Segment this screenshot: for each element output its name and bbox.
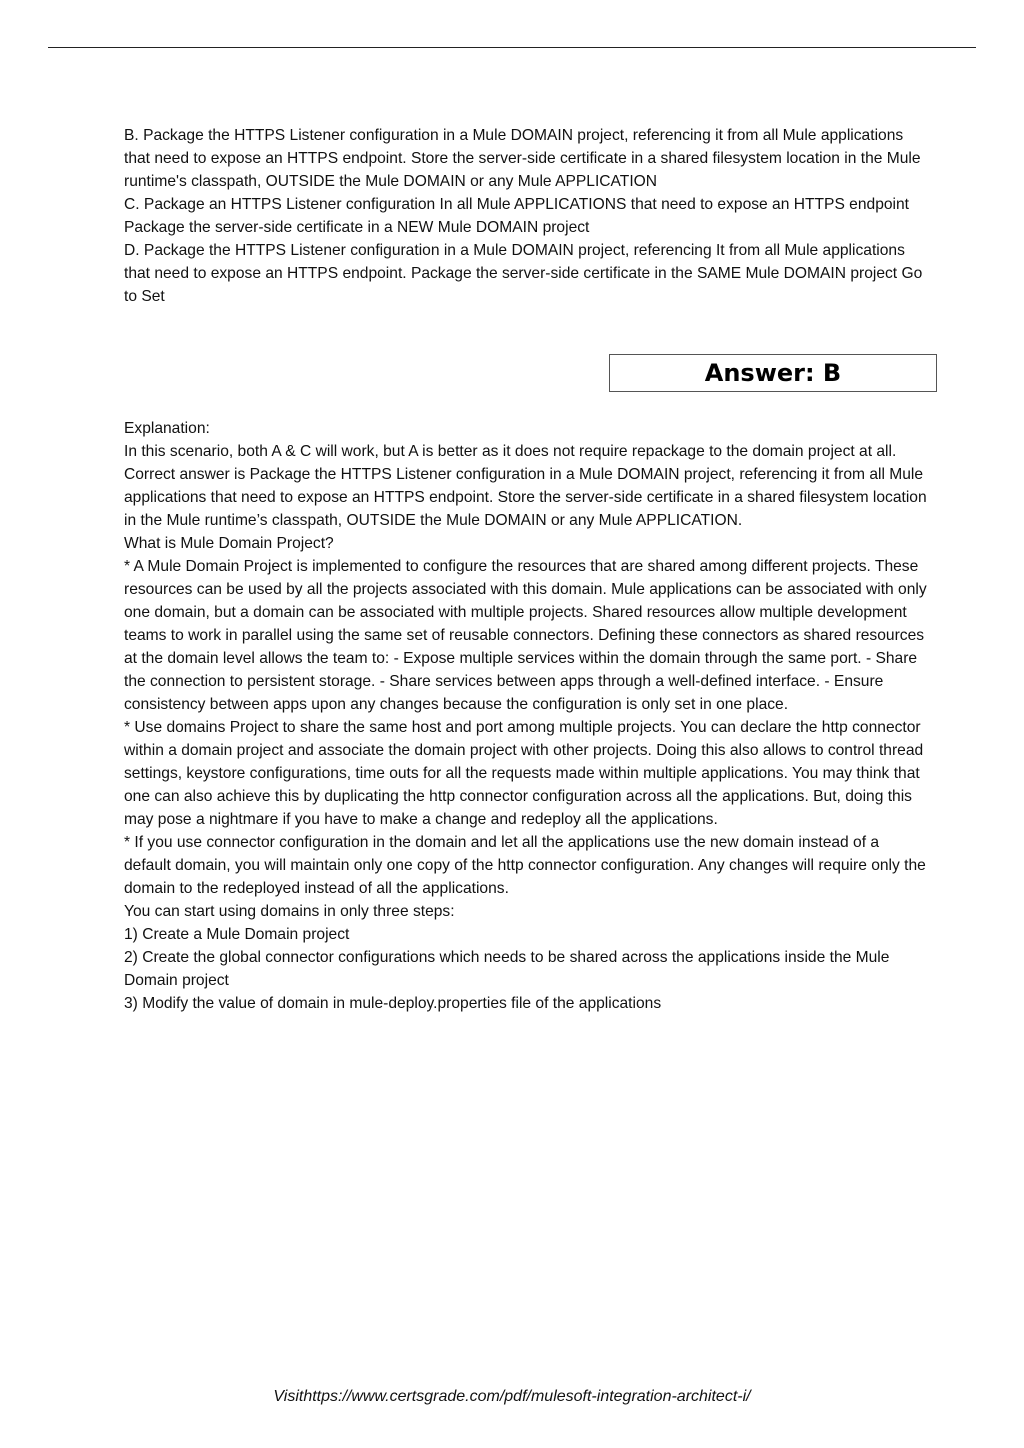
footer-link-text[interactable]: Visithttps://www.certsgrade.com/pdf/mulesoft-integration-architect-i/: [273, 1388, 751, 1405]
explanation-section: [124, 417, 931, 1015]
step-item: 3) Modify the value of domain in mule-deploy.properties file of the applications: [124, 995, 662, 1012]
explanation-paragraph: Correct answer is Package the HTTPS Listener configuration in a Mule DOMAIN project, referencing it from all Mule applications that need to expose an HTTPS endpoint. Store the server-side certificate in a shared filesystem location in the Mule runtime’s classpath, OUTSIDE the Mule DOMAIN or any Mule APPLICATION.: [124, 466, 931, 529]
explanation-paragraph: You can start using domains in only three steps:: [124, 903, 455, 920]
explanation-paragraph: * Use domains Project to share the same host and port among multiple projects. You can declare the http connector within a domain project and associate the domain project with other projects. Doing this also allows to control thread settings, keystore configurations, time outs for all the requests made within multiple applications. You may think that one can also achieve this by duplicating the http connector configuration across all the applications. But, doing this may pose a nightmare if you have to make a change and redeploy all the applications.: [124, 719, 928, 828]
explanation-paragraph: What is Mule Domain Project?: [124, 535, 334, 552]
header-rule: [48, 47, 976, 48]
step-item: 1) Create a Mule Domain project: [124, 926, 350, 943]
explanation-heading: Explanation:: [124, 420, 210, 437]
option-c: C. Package an HTTPS Listener configuration In all Mule APPLICATIONS that need to expose an HTTPS endpoint Package the server-side certificate in a NEW Mule DOMAIN project: [124, 196, 914, 236]
explanation-paragraph: * If you use connector configuration in the domain and let all the applications use the new domain instead of a default domain, you will maintain only one copy of the http connector configuration. Any changes will require only the domain to the redeployed instead of all the applications.: [124, 834, 931, 897]
answer-options: [124, 124, 927, 308]
answer-box: [609, 354, 937, 392]
option-b: B. Package the HTTPS Listener configuration in a Mule DOMAIN project, referencing it from all Mule applications that need to expose an HTTPS endpoint. Store the server-side certificate in a shared filesystem location in the Mule runtime's classpath, OUTSIDE the Mule DOMAIN or any Mule APPLICATION: [124, 127, 925, 190]
answer-label: Answer: B: [704, 359, 842, 387]
option-d: D. Package the HTTPS Listener configuration in a Mule DOMAIN project, referencing It from all Mule applications that need to expose an HTTPS endpoint. Package the server-side certificate in the SAME Mule DOMAIN project Go to Set: [124, 242, 927, 305]
explanation-paragraph: * A Mule Domain Project is implemented to configure the resources that are shared among different projects. These resources can be used by all the projects associated with this domain. Mule applications can be associated with only one domain, but a domain can be associated with multiple projects. Shared resources allow multiple development teams to work in parallel using the same set of reusable connectors. Defining these connectors as shared resources at the domain level allows the team to: - Expose multiple services within the domain through the same port. - Share the connection to persistent storage. - Share services between apps through a well-defined interface. - Ensure consistency between apps upon any changes because the configuration is only set in one place.: [124, 558, 931, 713]
explanation-paragraph: In this scenario, both A & C will work, but A is better as it does not require repackage to the domain project at all.: [124, 443, 897, 460]
step-item: 2) Create the global connector configurations which needs to be shared across the applications inside the Mule Domain project: [124, 949, 894, 989]
